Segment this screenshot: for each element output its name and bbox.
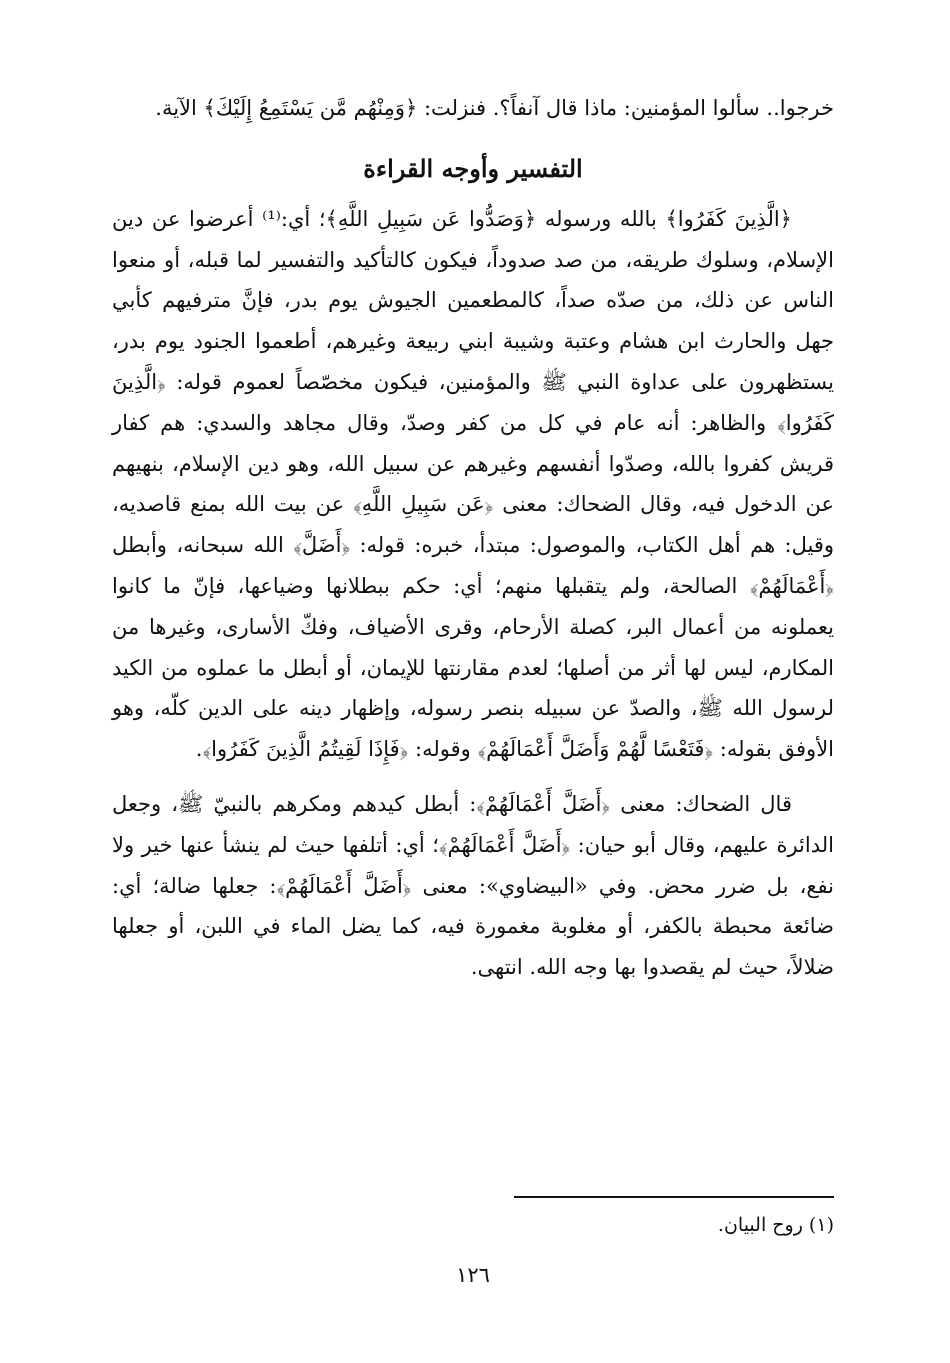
tafsir-paragraph-1: ﴿الَّذِينَ كَفَرُوا﴾ بالله ورسوله ﴿وَصَدُّوا عَن سَبِيلِ اللَّهِ﴾؛ أي:⁽¹⁾ أعرضوا عن دين الإسلام، وسلوك طريقه، من صد صدوداً، فيكون كالتأكيد والتفسير لما قبله، أو منعوا الناس عن ذلك، من صدّه صداً، كالمطعمين الجيوش يوم بدر، فإنَّ مترفيهم كأبي جهل والحارث ابن هشام وعتبة وشيبة ابني ربيعة وغيرهم، أطعموا الجنود يوم بدر، يستظهرون على عداوة النبي ﷺ والمؤمنين، فيكون مخصّصاً لعموم قوله: ﴿الَّذِينَ كَفَرُوا﴾ والظاهر: أنه عام في كل من كفر وصدّ، وقال مجاهد والسدي: هم كفار قريش كفروا بالله، وصدّوا أنفسهم وغيرهم عن سبيل الله، وهو دين الإسلام، بنهيهم عن الدخول فيه، وقال الضحاك: معنى ﴿عَن سَبِيلِ اللَّهِ﴾ عن بيت الله بمنع قاصديه، وقيل: هم أهل الكتاب، والموصول: مبتدأ، خبره: قوله: ﴿أَضَلَّ﴾ الله سبحانه، وأبطل ﴿أَعْمَالَهُمْ﴾ الصالحة، ولم يتقبلها منهم؛ أي: حكم ببطلانها وضياعها، فإنّ ما كانوا يعملونه من أعمال البر، كصلة الأرحام، وقرى الأضياف، وفكّ الأسارى، وغيرها من المكارم، ليس لها أثر من أصلها؛ لعدم مقارنتها للإيمان، أو أبطل ما عملوه من الكيد لرسول الله ﷺ، والصدّ عن سبيله بنصر رسوله، وإظهار دينه على الدين كلّه، وهو الأوفق بقوله: ﴿فَتَعْسًا لَّهُمْ وَأَضَلَّ أَعْمَالَهُمْ﴾ وقوله: ﴿فَإِذَا لَقِيتُمُ الَّذِينَ كَفَرُوا﴾. [112,206,834,762]
tafsir-paragraph-2: قال الضحاك: معنى ﴿أَضَلَّ أَعْمَالَهُمْ﴾: أبطل كيدهم ومكرهم بالنبيّ ﷺ، وجعل الدائرة عليهم، وقال أبو حيان: ﴿أَضَلَّ أَعْمَالَهُمْ﴾؛ أي: أتلفها حيث لم ينشأ عنها خير ولا نفع، بل ضرر محض. وفي «البيضاوي»: معنى ﴿أَضَلَّ أَعْمَالَهُمْ﴾: جعلها ضالة؛ أي: ضائعة محبطة بالكفر، أو مغلوبة مغمورة فيه، كما يضل الماء في اللبن، أو جعلها ضلالاً، حيث لم يقصدوا بها وجه الله. انتهى. [112,791,834,980]
book-page [112,88,834,1328]
footnote: (١) روح البيان. [717,1214,834,1236]
footnote-divider [514,1196,834,1198]
intro-paragraph: خرجوا.. سألوا المؤمنين: ماذا قال آنفاً؟. فنزلت: ﴿وَمِنْهُم مَّن يَسْتَمِعُ إِلَيْكَ﴾ الآية. [155,96,834,120]
section-title: التفسير وأوجه القراءة [363,153,583,183]
page-number: ١٢٦ [456,1263,490,1287]
